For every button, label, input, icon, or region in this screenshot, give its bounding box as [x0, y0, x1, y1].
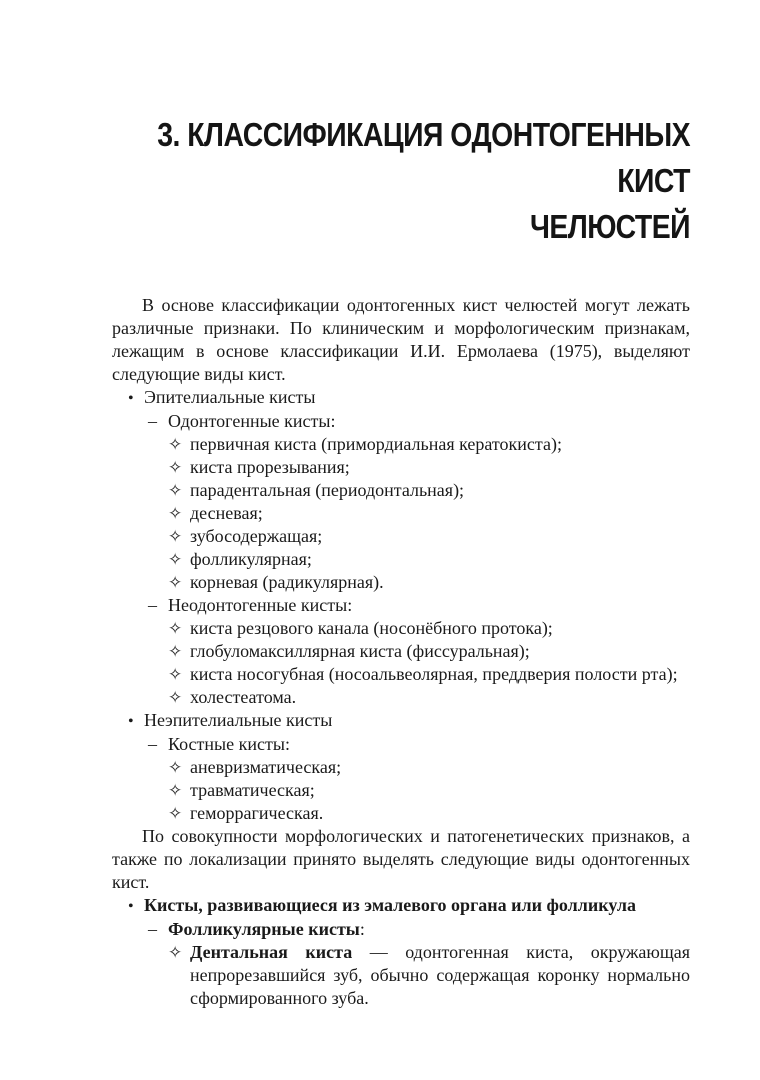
second-paragraph: По совокупности морфологических и патогенетических признаков, а также по локализации принято выделять следующие виды одонтогенных кист. [112, 826, 690, 892]
item-text: геморрагическая. [190, 803, 324, 823]
diamond-icon: ✧ [168, 781, 183, 800]
list-item [148, 802, 690, 825]
item-text: глобуломаксиллярная киста (фиссуральная); [190, 641, 530, 661]
cyst-type-list [148, 756, 690, 825]
diamond-icon: ✧ [168, 458, 183, 477]
item-text: зубосодержащая; [190, 526, 323, 546]
bullet-icon: • [128, 390, 134, 407]
list-item [148, 456, 690, 479]
diamond-icon: ✧ [168, 804, 183, 823]
cyst-type-list [148, 617, 690, 709]
diamond-icon: ✧ [168, 943, 183, 962]
list-item [148, 640, 690, 663]
category-label: Кисты, развивающиеся из эмалевого органа или фолликула [144, 895, 637, 915]
list-item [148, 479, 690, 502]
bullet-icon: • [128, 713, 134, 730]
list-item [148, 548, 690, 571]
item-text: десневая; [190, 503, 263, 523]
bullet-icon: • [128, 898, 134, 915]
list-item [148, 686, 690, 709]
list-item [148, 779, 690, 802]
diamond-icon: ✧ [168, 550, 183, 569]
list-item [148, 571, 690, 594]
list-item [148, 433, 690, 456]
category-label: Эпителиальные кисты [144, 387, 316, 407]
chapter-title-line-1: 3. КЛАССИФИКАЦИЯ ОДОНТОГЕННЫХ КИСТ [157, 116, 690, 199]
item-text: фолликулярная; [190, 549, 312, 569]
diamond-icon: ✧ [168, 688, 183, 707]
chapter-title [157, 112, 690, 250]
dash-icon: – [148, 595, 157, 615]
item-text: первичная киста (примордиальная кератокиста); [190, 434, 562, 454]
subcategory-label: Костные кисты: [168, 734, 290, 754]
diamond-icon: ✧ [168, 642, 183, 661]
subcategory-list [128, 733, 690, 825]
intro-paragraph: В основе классификации одонтогенных кист челюстей могут лежать различные признаки. По клиническим и морфологическим признакам, лежащим в основе классификации И.И. Ермолаева (1975), выделяют следующие виды кист. [112, 295, 690, 384]
item-text: парадентальная (периодонтальная); [190, 480, 465, 500]
diamond-icon: ✧ [168, 527, 183, 546]
definition-term: Дентальная киста [190, 942, 353, 962]
subcategory-list [128, 918, 690, 1010]
cyst-type-list [148, 941, 690, 1010]
cyst-type-list [148, 433, 690, 594]
subcategory-label: Одонтогенные кисты: [168, 411, 336, 431]
item-text: аневризматическая; [190, 757, 342, 777]
chapter-title-line-2: ЧЕЛЮСТЕЙ [529, 208, 690, 245]
dash-icon: – [148, 411, 157, 431]
definition-text [190, 941, 690, 1010]
item-text: киста прорезывания; [190, 457, 350, 477]
list-item-bone [128, 733, 690, 825]
item-text: киста резцового канала (носонёбного протока); [190, 618, 553, 638]
list-item [148, 663, 690, 686]
definition-body: — одонтогенная киста, окружающая непрорезавшийся зуб, обычно содержащая коронку нормально сформированного зуба. [190, 942, 690, 1008]
list-item [148, 617, 690, 640]
diamond-icon: ✧ [168, 619, 183, 638]
dash-icon: – [148, 919, 157, 939]
diamond-icon: ✧ [168, 435, 183, 454]
diamond-icon: ✧ [168, 665, 183, 684]
subcategory-label: Неодонтогенные кисты: [168, 595, 353, 615]
subcategory-list [128, 410, 690, 709]
subcategory-term: Фолликулярные кисты [168, 919, 360, 939]
list-item-non-odontogenic [128, 594, 690, 709]
item-text: холестеатома. [190, 687, 297, 707]
list-item [148, 502, 690, 525]
item-text: киста носогубная (носоальвеолярная, преддверия полости рта); [190, 664, 678, 684]
diamond-icon: ✧ [168, 504, 183, 523]
dash-icon: – [148, 734, 157, 754]
diamond-icon: ✧ [168, 481, 183, 500]
list-item [148, 525, 690, 548]
list-item-epithelial [112, 386, 690, 709]
item-text: травматическая; [190, 780, 315, 800]
diamond-icon: ✧ [168, 573, 183, 592]
subcategory-suffix: : [359, 919, 365, 939]
category-label: Неэпителиальные кисты [144, 710, 333, 730]
list-item-dental-cyst [148, 941, 690, 1010]
list-item-odontogenic [128, 410, 690, 594]
item-text: корневая (радикулярная). [190, 572, 384, 592]
subcategory-label [168, 918, 690, 941]
classification-list-pathogenetic [112, 894, 690, 1010]
list-item-follicular [128, 918, 690, 1010]
list-item-enamel-organ [112, 894, 690, 1010]
chapter-body [112, 294, 690, 1010]
classification-list-ermolaev [112, 386, 690, 825]
list-item [148, 756, 690, 779]
diamond-icon: ✧ [168, 758, 183, 777]
list-item-non-epithelial [112, 709, 690, 825]
